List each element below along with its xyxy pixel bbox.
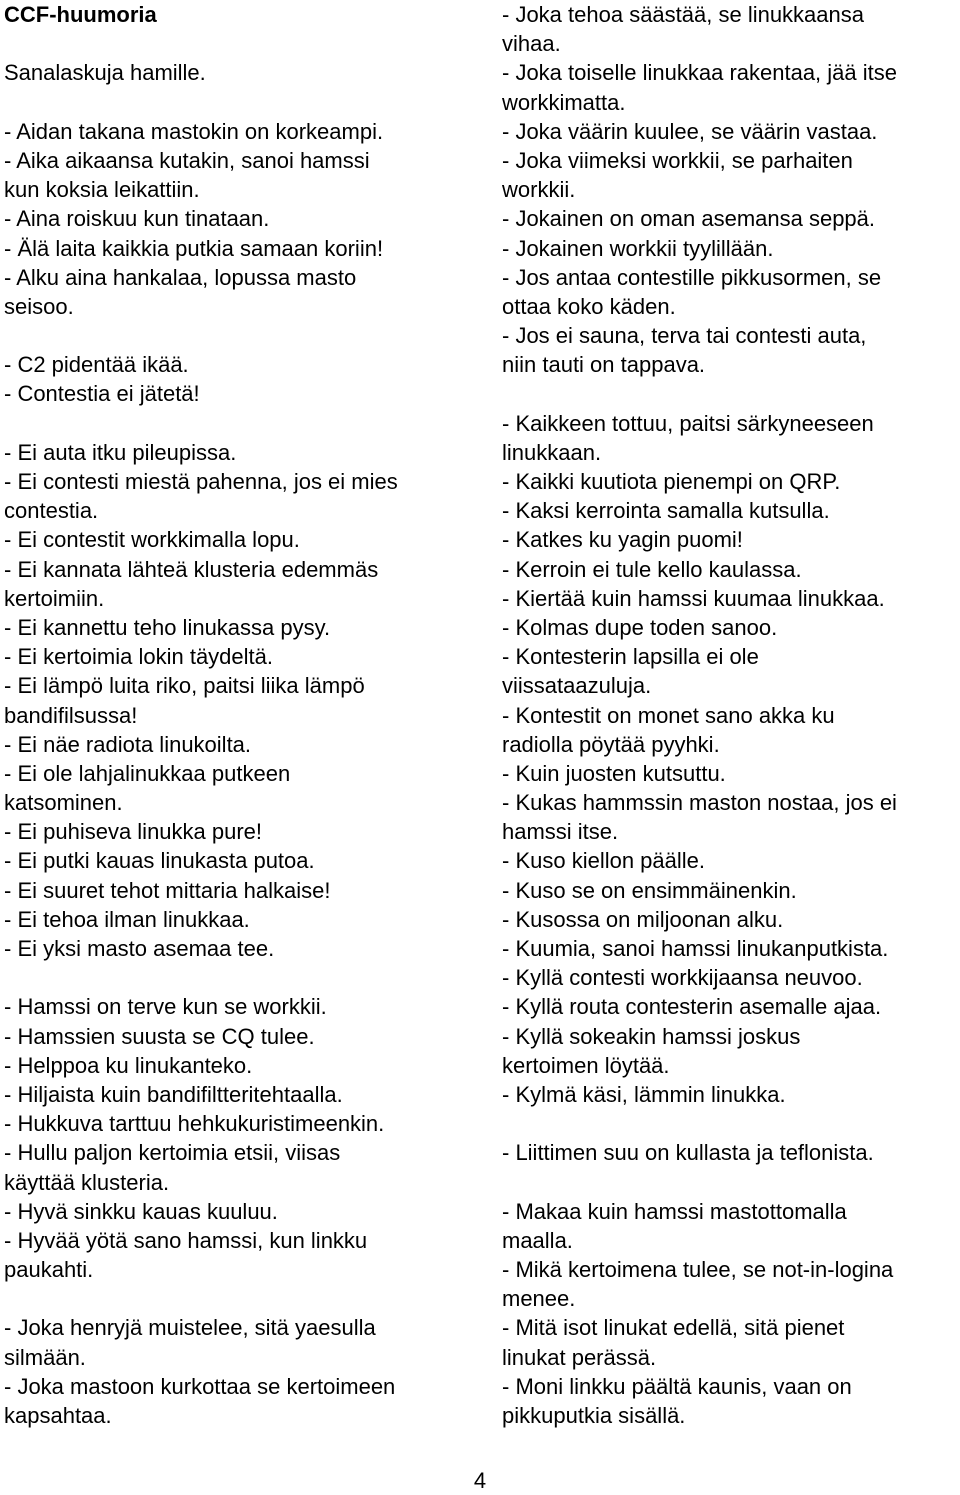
proverb-line: - Joka tehoa säästää, se linukkaansa (502, 2, 865, 27)
proverb-line: workkii. (502, 177, 576, 203)
proverb-line: - Kukas hammssin maston nostaa, jos ei (502, 790, 897, 816)
proverb-line: - Kuso kiellon päälle. (502, 848, 706, 874)
proverb-line: - Ei yksi masto asemaa tee. (4, 936, 275, 961)
proverb-line: - Mitä isot linukat edellä, sitä pienet (502, 1315, 845, 1341)
proverb-line: katsominen. (4, 790, 123, 816)
proverb-line: - Liittimen suu on kullasta ja teflonista. (502, 1140, 874, 1166)
proverb-line: vihaa. (502, 31, 561, 57)
proverb-line: - Kuso se on ensimmäinenkin. (502, 877, 797, 903)
blank-line (502, 379, 958, 408)
proverb-line: maalla. (502, 1227, 573, 1253)
blank-line (4, 963, 484, 992)
blank-line (4, 321, 484, 350)
proverb-line: - Jos ei sauna, terva tai contesti auta, (502, 323, 867, 349)
proverb-line: viissataazuluja. (502, 673, 652, 699)
proverb-line: - Kerroin ei tule kello kaulassa. (502, 556, 802, 582)
proverb-line: - Ei suuret tehot mittaria halkaise! (4, 877, 331, 903)
proverb-line: - Makaa kuin hamssi mastottomalla (502, 1198, 847, 1224)
proverb-line: - Ei kertoimia lokin täydeltä. (4, 644, 273, 670)
proverb-line: - Joka henryjä muistelee, sitä yaesulla (4, 1315, 376, 1341)
proverb-line: - Ei contesti miestä pahenna, jos ei mies (4, 469, 398, 494)
proverb-line: - Moni linkku päältä kaunis, vaan on (502, 1373, 852, 1399)
blank-line (502, 1109, 958, 1138)
proverb-line: - Contestia ei jätetä! (4, 381, 200, 407)
proverb-line: käyttää klusteria. (4, 1169, 170, 1195)
proverb-line: - Jos antaa contestille pikkusormen, se (502, 264, 882, 290)
proverb-line: linukkaan. (502, 439, 602, 465)
proverb-line: - Kontestit on monet sano akka ku (502, 702, 835, 728)
proverb-line: - Älä laita kaikkia putkia samaan koriin! (4, 235, 384, 261)
proverb-line: - Hukkuva tarttuu hehkukuristimeenkin. (4, 1111, 385, 1137)
blank-line (4, 88, 484, 117)
proverb-line: - Kyllä routa contesterin asemalle ajaa. (502, 994, 882, 1020)
proverb-line: - Hamssien suusta se CQ tulee. (4, 1023, 315, 1049)
proverb-line: - Kontesterin lapsilla ei ole (502, 644, 759, 670)
proverb-line: contestia. (4, 498, 99, 524)
blank-line (502, 1168, 958, 1197)
proverb-line: - Aidan takana mastokin on korkeampi. (4, 118, 384, 144)
proverb-line: - Kaikki kuutiota pienempi on QRP. (502, 469, 841, 494)
proverb-line: - Kylmä käsi, lämmin linukka. (502, 1081, 786, 1107)
proverb-line: - Hamssi on terve kun se workkii. (4, 994, 327, 1020)
proverb-line: menee. (502, 1286, 576, 1312)
proverb-line: - Ei kannettu teho linukassa pysy. (4, 614, 331, 640)
proverb-line: kertoimen löytää. (502, 1052, 670, 1078)
proverb-line: workkimatta. (502, 89, 626, 115)
proverb-line: - Ei puhiseva linukka pure! (4, 819, 263, 845)
proverb-line: - Helppoa ku linukanteko. (4, 1052, 253, 1078)
proverb-line: - Hullu paljon kertoimia etsii, viisas (4, 1140, 341, 1166)
proverb-line: paukahti. (4, 1257, 94, 1283)
proverb-line: seisoo. (4, 293, 74, 319)
proverb-line: - Alku aina hankalaa, lopussa masto (4, 264, 357, 290)
proverb-line: - Ei kannata lähteä klusteria edemmäs (4, 556, 379, 582)
proverb-line: - Ei auta itku pileupissa. (4, 439, 237, 465)
proverb-line: silmään. (4, 1344, 86, 1370)
proverb-line: - Ei ole lahjalinukkaa putkeen (4, 760, 291, 786)
proverb-line: - Ei contestit workkimalla lopu. (4, 527, 300, 553)
proverb-line: radiolla pöytää pyyhki. (502, 731, 720, 757)
proverb-line: niin tauti on tappava. (502, 352, 706, 378)
proverb-line: - Aina roiskuu kun tinataan. (4, 206, 270, 232)
proverb-line: hamssi itse. (502, 819, 619, 845)
proverb-line: kun koksia leikattiin. (4, 177, 200, 203)
proverb-line: - Joka viimeksi workkii, se parhaiten (502, 147, 853, 173)
proverb-line: - Kuin juosten kutsuttu. (502, 760, 726, 786)
proverb-line: - Hyvää yötä sano hamssi, kun linkku (4, 1227, 368, 1253)
proverb-line: ottaa koko käden. (502, 293, 676, 319)
right-column (502, 0, 958, 1430)
proverb-line: - Ei näe radiota linukoilta. (4, 731, 252, 757)
proverb-line: - Kyllä contesti workkijaansa neuvoo. (502, 965, 863, 991)
proverb-line: - Kiertää kuin hamssi kuumaa linukkaa. (502, 585, 885, 611)
proverb-line: - Kolmas dupe toden sanoo. (502, 614, 778, 640)
proverb-line: Sanalaskuja hamille. (4, 60, 206, 86)
proverb-line: pikkuputkia sisällä. (502, 1403, 686, 1428)
proverb-line: - Kaikkeen tottuu, paitsi särkyneeseen (502, 410, 874, 436)
proverb-line: kertoimiin. (4, 585, 105, 611)
proverb-line: - Kuumia, sanoi hamssi linukanputkista. (502, 936, 889, 961)
proverb-line: - Jokainen on oman asemansa seppä. (502, 206, 876, 232)
proverb-line: - Kyllä sokeakin hamssi joskus (502, 1023, 801, 1049)
proverb-line: - Joka toiselle linukkaa rakentaa, jää itse (502, 60, 897, 86)
proverb-line: - Kaksi kerrointa samalla kutsulla. (502, 498, 830, 524)
proverb-line: - Ei tehoa ilman linukkaa. (4, 906, 250, 932)
proverb-line: - Joka mastoon kurkottaa se kertoimeen (4, 1373, 396, 1399)
proverb-line: - Ei putki kauas linukasta putoa. (4, 848, 315, 874)
proverb-line: - Hyvä sinkku kauas kuuluu. (4, 1198, 278, 1224)
document-title: CCF-huumoria (4, 2, 157, 27)
proverb-line: - Joka väärin kuulee, se väärin vastaa. (502, 118, 878, 144)
proverb-line: - Kusossa on miljoonan alku. (502, 906, 784, 932)
proverb-line: - C2 pidentää ikää. (4, 352, 189, 378)
page-number: 4 (473, 1468, 487, 1493)
proverb-line: linukat perässä. (502, 1344, 657, 1370)
proverb-line: - Jokainen workkii tyylillään. (502, 235, 774, 261)
proverb-line: - Katkes ku yagin puomi! (502, 527, 743, 553)
blank-line (4, 1284, 484, 1313)
proverb-line: bandifilsussa! (4, 702, 138, 728)
blank-line (4, 409, 484, 438)
left-column (4, 0, 484, 1430)
proverb-line: - Mikä kertoimena tulee, se not-in-logina (502, 1257, 894, 1283)
blank-line (4, 29, 484, 58)
proverb-line: - Aika aikaansa kutakin, sanoi hamssi (4, 147, 370, 173)
proverb-line: - Hiljaista kuin bandifiltteritehtaalla. (4, 1081, 343, 1107)
proverb-line: kapsahtaa. (4, 1403, 112, 1428)
proverb-line: - Ei lämpö luita riko, paitsi liika lämpö (4, 673, 365, 699)
